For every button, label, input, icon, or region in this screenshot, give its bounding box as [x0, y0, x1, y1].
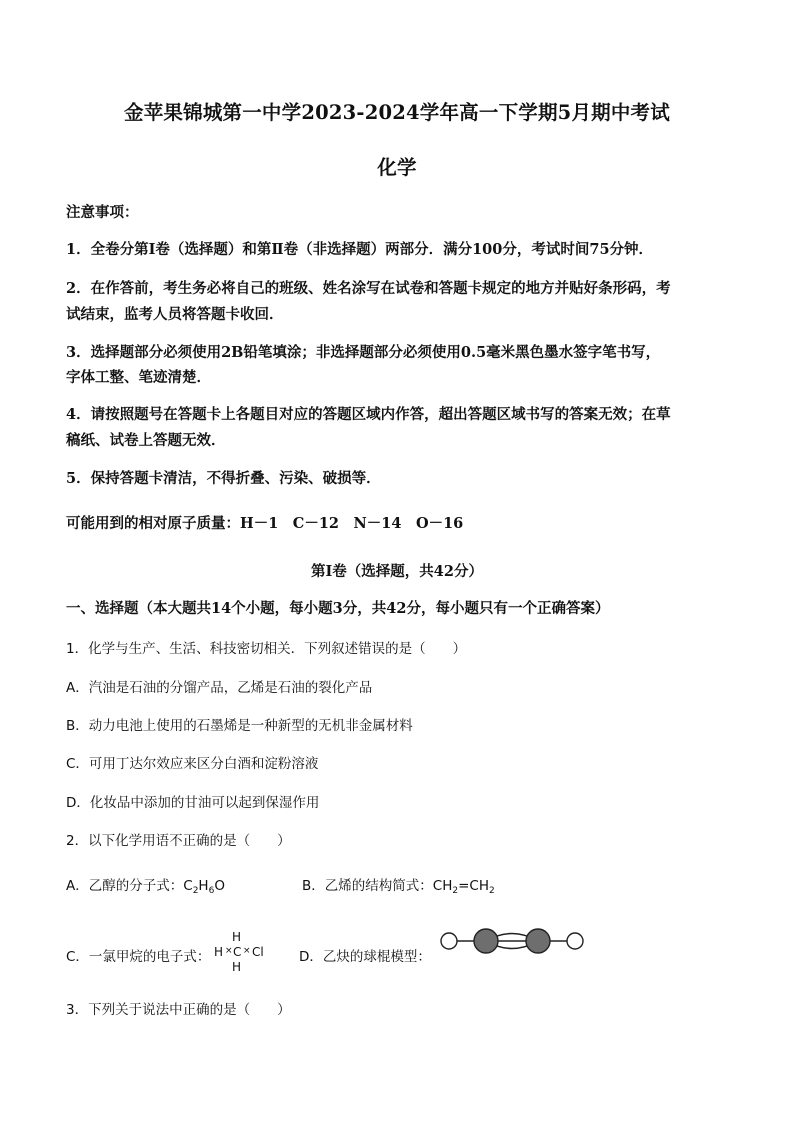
notice-item-3: 3．选择题部分必须使用2B铅笔填涂；非选择题部分必须使用0.5毫米黑色墨水签字笔书写， — [66, 344, 661, 361]
ethylene-formula: $CH_2=CH_2$ — [432, 878, 495, 896]
notice-item-4: 4．请按照题号在答题卡上各题目对应的答题区域内作答，超出答题区域书写的答案无效；在草 — [66, 406, 671, 423]
electron-dot: × — [225, 946, 233, 956]
q1-stem: 1．化学与生产、生活、科技密切相关．下列叙述错误的是（ ） — [66, 641, 467, 657]
electron-dot: × — [243, 946, 251, 956]
electron-cl-right: Cl — [252, 945, 264, 959]
electron-c-center: C — [233, 945, 242, 959]
q2-option-d-label: D．乙炔的球棍模型： — [299, 949, 431, 965]
atomic-mass-line: 可能用到的相对原子质量：H－1 C－12 N－14 O－16 — [66, 515, 464, 532]
q1-option-d: D．化妆品中添加的甘油可以起到保湿作用 — [66, 795, 320, 811]
q2-option-c-label: C．一氯甲烷的电子式： — [66, 949, 211, 965]
q2-option-a — [66, 874, 225, 896]
notice-item-5: 5．保持答题卡清洁，不得折叠、污染、破损等． — [66, 470, 381, 487]
section-heading: 一、选择题（本大题共14个小题，每小题3分，共42分，每小题只有一个正确答案） — [66, 600, 610, 617]
q2-option-b — [302, 874, 495, 896]
q2-stem: 2．以下化学用语不正确的是（ ） — [66, 833, 291, 849]
notice-item-2: 2．在作答前，考生务必将自己的班级、姓名涂写在试卷和答题卡规定的地方并贴好条形码，考 — [66, 280, 671, 297]
notice-item-1: 1．全卷分第Ⅰ卷（选择题）和第Ⅱ卷（非选择题）两部分．满分100分，考试时间75分钟． — [66, 241, 654, 258]
notice-item-4-cont: 稿纸、试卷上答题无效． — [66, 432, 226, 449]
subject-title: 化学 — [377, 156, 417, 179]
notice-item-3-cont: 字体工整、笔迹清楚． — [66, 369, 211, 386]
electron-h-left: H — [214, 945, 224, 959]
exam-title: 金苹果锦城第一中学2023-2024学年高一下学期5月期中考试 — [124, 101, 670, 124]
chloromethane-electron-formula — [212, 929, 278, 977]
acetylene-ball-stick-model — [438, 924, 586, 958]
q2-option-a-label: A．乙醇的分子式： — [66, 878, 184, 894]
q3-stem: 3．下列关于说法中正确的是（ ） — [66, 1002, 291, 1018]
ethanol-formula: $C_2H_6O$ — [183, 878, 225, 896]
part1-title: 第Ⅰ卷（选择题，共42分） — [311, 563, 483, 580]
notice-item-2-cont: 试结束，监考人员将答题卡收回． — [66, 306, 284, 323]
notice-heading: 注意事项： — [66, 204, 139, 221]
electron-h-top: H — [232, 930, 242, 944]
q2-option-b-label: B．乙烯的结构简式： — [302, 878, 433, 894]
electron-h-bottom: H — [232, 960, 242, 974]
q1-option-b: B．动力电池上使用的石墨烯是一种新型的无机非金属材料 — [66, 718, 413, 734]
q1-option-c: C．可用丁达尔效应来区分白酒和淀粉溶液 — [66, 756, 319, 772]
q1-option-a: A．汽油是石油的分馏产品，乙烯是石油的裂化产品 — [66, 680, 373, 696]
